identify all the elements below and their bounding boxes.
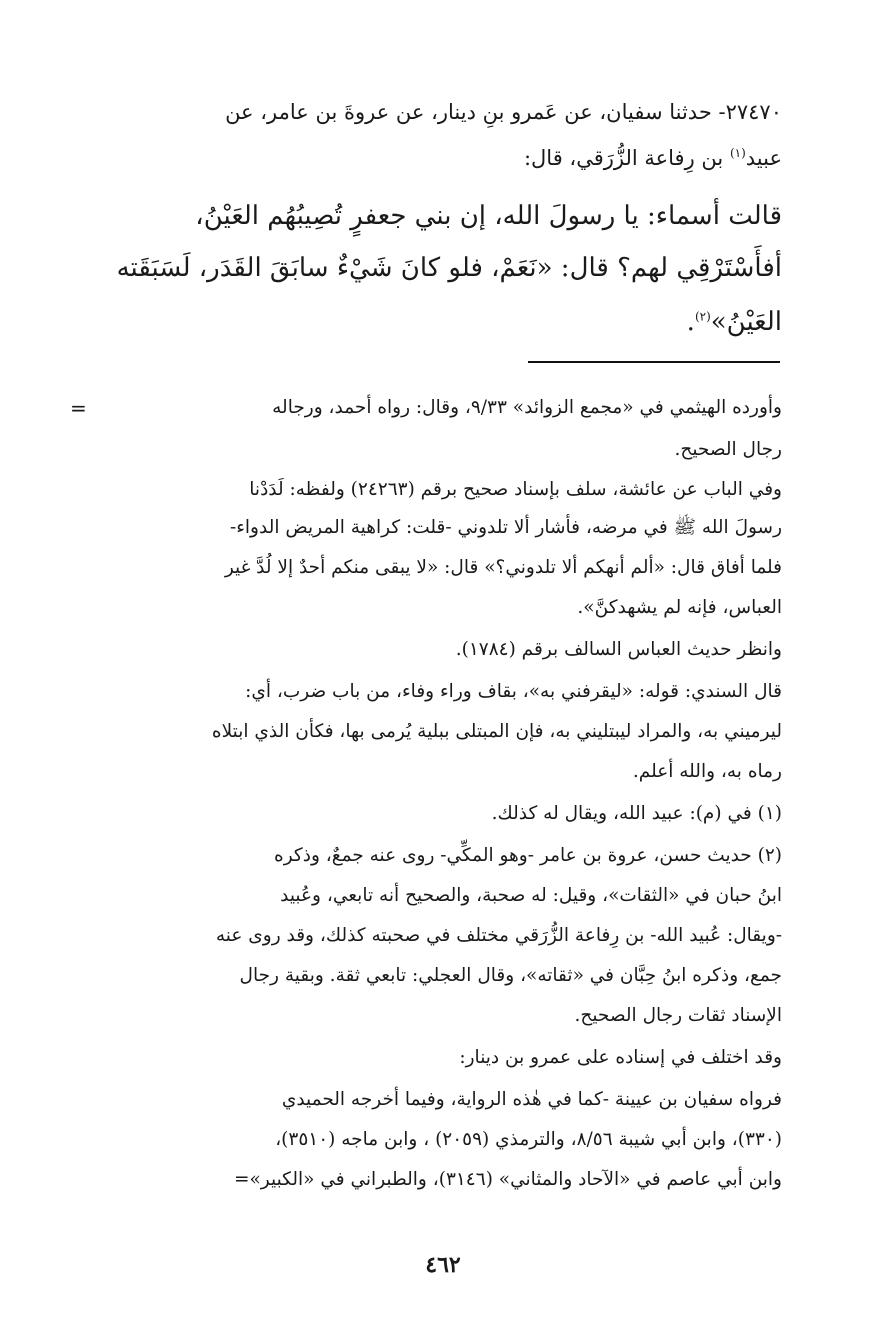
matn-line-3-end: . bbox=[686, 307, 695, 337]
footnote-line: وفي الباب عن عائشة، سلف بإسناد صحيح برقم (٢٤٢٦٣) ولفظه: لَدَدْنا bbox=[249, 479, 782, 500]
footnote-line: الإسناد ثقات رجال الصحيح. bbox=[574, 1005, 782, 1026]
footnote-line: وأورده الهيثمي في «مجمع الزوائد» ٩/٣٣، وقال: رواه أحمد، ورجاله bbox=[272, 397, 782, 418]
continuation-mark: = bbox=[70, 396, 87, 420]
matn-line-3-text: العَيْنُ» bbox=[710, 307, 782, 337]
footnote-1: (١) في (م): عبيد الله، ويقال له كذلك. bbox=[491, 803, 782, 824]
page-number: ٤٦٢ bbox=[425, 1252, 461, 1278]
footnote-marker-2: (٢) bbox=[694, 309, 711, 324]
footnote-divider bbox=[528, 361, 780, 363]
hadith-line-2 bbox=[102, 138, 782, 178]
hadith-line-1: ٢٧٤٧٠- حدثنا سفيان، عن عَمرو بنِ دينار، عن عروةَ بن عامر، عن bbox=[225, 100, 782, 124]
footnote-line: رجال الصحيح. bbox=[674, 439, 782, 460]
footnote-marker-1: (١) bbox=[729, 146, 746, 160]
footnote-line: ابنُ حبان في «الثقات»، وقيل: له صحبة، والصحيح أنه تابعي، وعُبيد bbox=[280, 885, 782, 906]
footnote-line: -ويقال: عُبيد الله- بن رِفاعة الزُّرَقي مختلف في صحبته كذلك، وقد روى عنه bbox=[215, 925, 782, 946]
matn-line-3 bbox=[102, 298, 782, 346]
footnote-line: وانظر حديث العباس السالف برقم (١٧٨٤). bbox=[455, 639, 782, 660]
footnote-line: رماه به، والله أعلم. bbox=[632, 761, 782, 782]
footnote-line: (٣٣٠)، وابن أبي شيبة ٨/٥٦، والترمذي (٢٠٥٩) ، وابن ماجه (٣٥١٠)، bbox=[275, 1129, 782, 1150]
footnote-line: رسولَ الله ﷺ في مرضه، فأشار ألا تلدوني -قلت: كراهية المريض الدواء- bbox=[229, 517, 782, 538]
hadith-line-2-text: بن رِفاعة الزُّرَقي، قال: bbox=[523, 146, 724, 170]
hadith-line-2-lead: عبيد bbox=[745, 146, 782, 170]
matn-line-1: قالت أسماء: يا رسولَ الله، إن بني جعفرٍ تُصِيبُهُم العَيْنُ، bbox=[195, 201, 782, 231]
footnote-2: (٢) حديث حسن، عروة بن عامر -وهو المكِّي- روى عنه جمعٌ، وذكره bbox=[274, 845, 782, 866]
footnote-line: وقد اختلف في إسناده على عمرو بن دينار: bbox=[459, 1047, 782, 1068]
footnote-line: وابن أبي عاصم في «الآحاد والمثاني» (٣١٤٦)، والطبراني في «الكبير»= bbox=[233, 1169, 782, 1190]
footnote-line: ليرميني به، والمراد ليبتليني به، فإن المبتلى ببلية يُرمى بها، فكأن الذي ابتلاه bbox=[211, 721, 782, 742]
footnote-line: قال السندي: قوله: «ليقرفني به»، بقاف وراء وفاء، من باب ضرب، أي: bbox=[245, 681, 782, 702]
footnote-line: فرواه سفيان بن عيينة -كما في هٰذه الرواية، وفيما أخرجه الحميدي bbox=[281, 1089, 782, 1110]
footnote-line: العباس، فإنه لم يشهدكنَّ». bbox=[577, 597, 782, 618]
matn-line-2: أفأَسْتَرْقِي لهم؟ قال: «نَعَمْ، فلو كانَ شَيْءٌ سابَقَ القَدَر، لَسَبَقَته bbox=[116, 253, 782, 283]
footnote-line: فلما أفاق قال: «ألم أنهكم ألا تلدوني؟» قال: «لا يبقى منكم أحدٌ إلا لُدَّ غير bbox=[224, 557, 782, 578]
footnote-line: جمع، وذكره ابنُ حِبَّان في «ثقاته»، وقال العجلي: تابعي ثقة. وبقية رجال bbox=[239, 965, 782, 986]
